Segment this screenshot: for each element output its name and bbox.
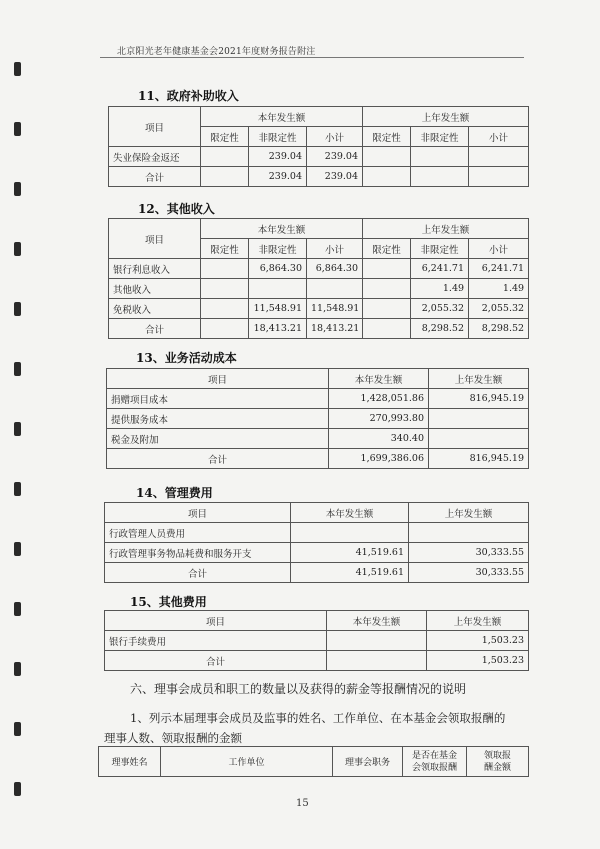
header-rule (100, 57, 524, 58)
header-amount (467, 747, 529, 777)
table-row (109, 299, 529, 319)
cell-last-restricted (363, 167, 411, 187)
header-unrestricted: 非限定性 (411, 127, 469, 147)
header-subtotal: 小计 (469, 239, 529, 259)
table-header-row (99, 747, 529, 777)
cell-current: 270,993.80 (329, 409, 429, 429)
cell-last-subtotal (469, 147, 529, 167)
header-amount-line-2: 酬金额 (483, 762, 511, 773)
cell-last-subtotal (469, 167, 529, 187)
header-paid-line-1: 是否在基金 (411, 750, 457, 761)
cell-current-restricted (201, 147, 249, 167)
header-subtotal: 小计 (307, 127, 363, 147)
row-item: 行政管理人员费用 (105, 523, 291, 543)
section-6-heading: 六、理事会成员和职工的数量以及获得的薪金等报酬情况的说明 (130, 682, 467, 696)
table-other-income (108, 218, 529, 339)
header-restricted: 限定性 (363, 239, 411, 259)
header-unrestricted: 非限定性 (249, 127, 307, 147)
header-last-year: 上年发生额 (429, 369, 529, 389)
header-name: 理事姓名 (99, 747, 161, 777)
header-position: 理事会职务 (333, 747, 403, 777)
section-15-title: 15、其他费用 (130, 595, 207, 609)
page-header: 北京阳光老年健康基金会2021年度财务报告附注 (117, 47, 316, 57)
row-item: 合计 (107, 449, 329, 469)
binding-hole (14, 602, 21, 616)
table-total-row (107, 449, 529, 469)
header-paid-line-2: 会领取报酬 (411, 762, 457, 773)
binding-hole (14, 362, 21, 376)
cell-last-restricted (363, 319, 411, 339)
table-total-row (109, 167, 529, 187)
cell-current: 340.40 (329, 429, 429, 449)
cell-current-unrestricted: 239.04 (249, 147, 307, 167)
binding-holes (0, 0, 40, 849)
cell-current (291, 523, 409, 543)
header-item: 项目 (109, 219, 201, 259)
header-this-year: 本年发生额 (329, 369, 429, 389)
binding-hole (14, 662, 21, 676)
binding-hole (14, 482, 21, 496)
row-item: 合计 (109, 167, 201, 187)
table-row (107, 409, 529, 429)
table-management-expenses (104, 502, 529, 583)
cell-last: 30,333.55 (409, 543, 529, 563)
binding-hole (14, 122, 21, 136)
table-row (105, 523, 529, 543)
header-this-year: 本年发生额 (327, 611, 427, 631)
cell-current-unrestricted (249, 279, 307, 299)
cell-last-restricted (363, 299, 411, 319)
section-12-title: 12、其他收入 (138, 202, 215, 216)
cell-last-subtotal: 8,298.52 (469, 319, 529, 339)
row-item: 提供服务成本 (107, 409, 329, 429)
header-this-year: 本年发生额 (291, 503, 409, 523)
header-subtotal: 小计 (307, 239, 363, 259)
header-paid (403, 747, 467, 777)
cell-current-restricted (201, 167, 249, 187)
cell-last: 30,333.55 (409, 563, 529, 583)
header-amount-line-1: 领取报 (483, 750, 511, 761)
cell-last-subtotal: 2,055.32 (469, 299, 529, 319)
table-row (109, 147, 529, 167)
binding-hole (14, 422, 21, 436)
table-other-expenses (104, 610, 529, 671)
cell-current (327, 651, 427, 671)
cell-current-unrestricted: 239.04 (249, 167, 307, 187)
cell-current-restricted (201, 299, 249, 319)
cell-last (409, 523, 529, 543)
cell-current: 41,519.61 (291, 543, 409, 563)
row-item: 银行利息收入 (109, 259, 201, 279)
cell-current-unrestricted: 11,548.91 (249, 299, 307, 319)
cell-current-restricted (201, 319, 249, 339)
cell-current: 41,519.61 (291, 563, 409, 583)
section-11-title: 11、政府补助收入 (138, 89, 239, 103)
row-item: 税金及附加 (107, 429, 329, 449)
cell-last: 1,503.23 (427, 631, 529, 651)
table-row (107, 429, 529, 449)
table-row (107, 389, 529, 409)
header-item: 项目 (105, 503, 291, 523)
cell-last: 1,503.23 (427, 651, 529, 671)
table-row (109, 279, 529, 299)
binding-hole (14, 722, 21, 736)
header-last-year: 上年发生额 (409, 503, 529, 523)
row-item: 失业保险金返还 (109, 147, 201, 167)
cell-current-subtotal: 239.04 (307, 167, 363, 187)
cell-last (429, 409, 529, 429)
binding-hole (14, 782, 21, 796)
header-this-year: 本年发生额 (201, 107, 363, 127)
cell-current-subtotal (307, 279, 363, 299)
table-header-row (105, 503, 529, 523)
cell-last-subtotal: 1.49 (469, 279, 529, 299)
table-government-subsidy (108, 106, 529, 187)
binding-hole (14, 242, 21, 256)
table-business-activity-cost (106, 368, 529, 469)
cell-last-unrestricted: 2,055.32 (411, 299, 469, 319)
row-item: 合计 (109, 319, 201, 339)
header-unrestricted: 非限定性 (249, 239, 307, 259)
cell-last-unrestricted (411, 147, 469, 167)
table-total-row (109, 319, 529, 339)
cell-current: 1,699,386.06 (329, 449, 429, 469)
cell-current-unrestricted: 6,864.30 (249, 259, 307, 279)
cell-current: 1,428,051.86 (329, 389, 429, 409)
cell-last: 816,945.19 (429, 449, 529, 469)
header-unit: 工作单位 (161, 747, 333, 777)
cell-last-subtotal: 6,241.71 (469, 259, 529, 279)
table-header-row (107, 369, 529, 389)
header-restricted: 限定性 (201, 127, 249, 147)
table-header-row (109, 219, 529, 239)
header-unrestricted: 非限定性 (411, 239, 469, 259)
binding-hole (14, 62, 21, 76)
cell-current-restricted (201, 279, 249, 299)
binding-hole (14, 182, 21, 196)
table-row (109, 259, 529, 279)
cell-last: 816,945.19 (429, 389, 529, 409)
header-item: 项目 (107, 369, 329, 389)
page-number: 15 (296, 798, 309, 809)
cell-last-unrestricted: 8,298.52 (411, 319, 469, 339)
binding-hole (14, 542, 21, 556)
header-this-year: 本年发生额 (201, 219, 363, 239)
header-restricted: 限定性 (201, 239, 249, 259)
section-13-title: 13、业务活动成本 (136, 351, 237, 365)
table-board-members (98, 746, 529, 777)
table-row (105, 543, 529, 563)
header-item: 项目 (105, 611, 327, 631)
header-subtotal: 小计 (469, 127, 529, 147)
header-last-year: 上年发生额 (363, 219, 529, 239)
header-last-year: 上年发生额 (363, 107, 529, 127)
cell-current-subtotal: 11,548.91 (307, 299, 363, 319)
section-6-para-line-1: 1、列示本届理事会成员及监事的姓名、工作单位、在本基金会领取报酬的 (130, 711, 506, 725)
cell-current-subtotal: 6,864.30 (307, 259, 363, 279)
cell-last-unrestricted (411, 167, 469, 187)
row-item: 合计 (105, 563, 291, 583)
header-last-year: 上年发生额 (427, 611, 529, 631)
row-item: 其他收入 (109, 279, 201, 299)
cell-current-subtotal: 239.04 (307, 147, 363, 167)
section-6-para-line-2: 理事人数、领取报酬的金额 (104, 731, 242, 745)
table-header-row (109, 107, 529, 127)
row-item: 合计 (105, 651, 327, 671)
cell-current-subtotal: 18,413.21 (307, 319, 363, 339)
header-restricted: 限定性 (363, 127, 411, 147)
cell-current-restricted (201, 259, 249, 279)
cell-current (327, 631, 427, 651)
cell-last-unrestricted: 1.49 (411, 279, 469, 299)
table-total-row (105, 651, 529, 671)
header-item: 项目 (109, 107, 201, 147)
cell-last-restricted (363, 147, 411, 167)
table-header-row (105, 611, 529, 631)
row-item: 免税收入 (109, 299, 201, 319)
table-total-row (105, 563, 529, 583)
cell-current-unrestricted: 18,413.21 (249, 319, 307, 339)
cell-last-restricted (363, 259, 411, 279)
binding-hole (14, 302, 21, 316)
row-item: 捐赠项目成本 (107, 389, 329, 409)
cell-last-unrestricted: 6,241.71 (411, 259, 469, 279)
row-item: 银行手续费用 (105, 631, 327, 651)
cell-last-restricted (363, 279, 411, 299)
table-row (105, 631, 529, 651)
section-14-title: 14、管理费用 (136, 486, 213, 500)
cell-last (429, 429, 529, 449)
row-item: 行政管理事务物品耗费和服务开支 (105, 543, 291, 563)
